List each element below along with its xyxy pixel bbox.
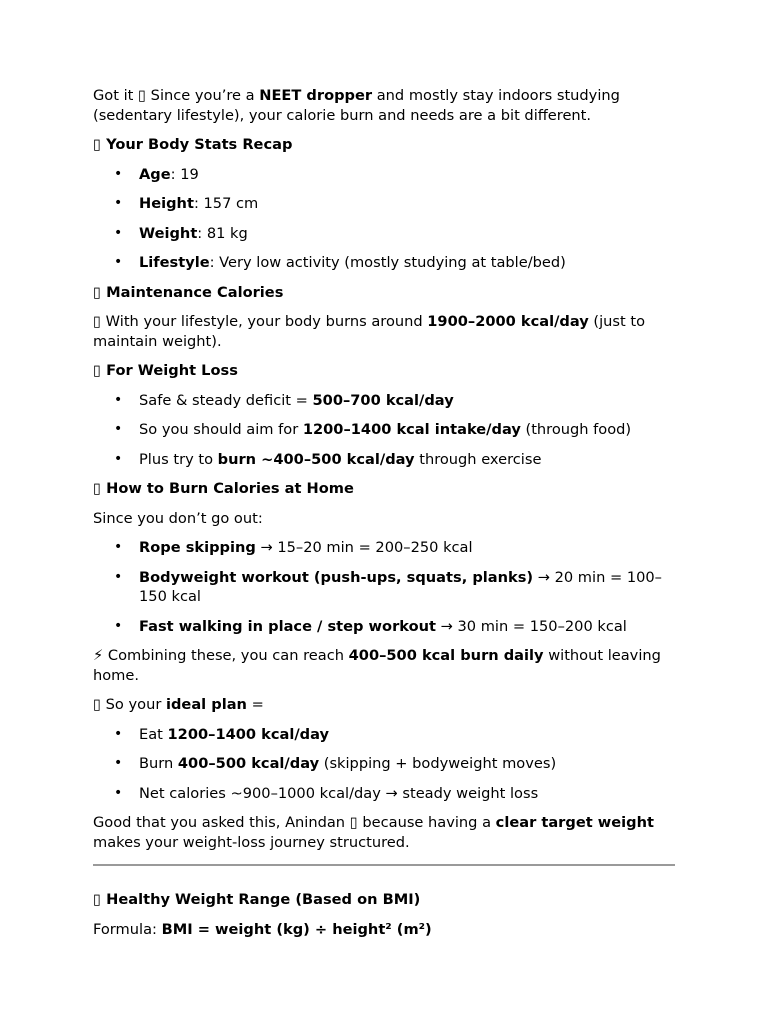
plan-bold: ideal plan <box>165 696 247 713</box>
item-text-pre: Safe & steady deficit = <box>139 391 313 409</box>
list-item <box>93 450 675 470</box>
intro-text-post: and mostly stay indoors studying (sedentary lifestyle), your calorie burn and needs are a bit different. <box>93 87 620 124</box>
list-item <box>93 420 675 440</box>
list-item <box>93 754 675 774</box>
closing-text-pre: Good that you asked this, Anindan <box>93 814 350 831</box>
item-text-pre: Net calories ~900–1000 kcal/day → steady weight loss <box>139 784 539 802</box>
plan-text-post: = <box>246 696 264 713</box>
missing-emoji-icon: ▯ <box>93 283 102 301</box>
home-burn-list <box>93 538 675 636</box>
stat-label: Lifestyle <box>139 254 210 271</box>
plan-list <box>93 725 675 804</box>
document-page <box>93 86 675 939</box>
item-text-pre: So you should aim for <box>139 421 303 438</box>
item-text-pre: Burn <box>139 755 178 772</box>
bullet-icon: • <box>114 165 123 182</box>
plan-paragraph <box>93 695 675 715</box>
closing-bold: clear target weight <box>495 814 654 831</box>
item-bold: 1200–1400 kcal/day <box>167 725 330 743</box>
combining-bold: 400–500 kcal burn daily <box>348 647 544 664</box>
home-burn-heading-text: How to Burn Calories at Home <box>106 480 354 497</box>
item-text-post: → 30 min = 150–200 kcal <box>435 617 627 635</box>
missing-emoji-icon: ▯ <box>93 313 102 330</box>
section-divider <box>93 864 675 866</box>
list-item <box>93 725 675 745</box>
closing-text-mid: because having a <box>357 814 496 831</box>
bullet-icon: • <box>114 421 123 437</box>
bullet-icon: • <box>114 725 123 742</box>
bmi-formula-bold: BMI = weight (kg) ÷ height² (m²) <box>161 920 432 938</box>
missing-emoji-icon: ▯ <box>93 362 102 379</box>
stat-label: Age <box>139 165 171 183</box>
bullet-icon: • <box>114 254 123 270</box>
stat-value: : Very low activity (mostly studying at table/bed) <box>209 254 566 271</box>
item-bold: Rope skipping <box>139 539 256 556</box>
bullet-icon: • <box>114 450 123 467</box>
bullet-icon: • <box>114 224 123 241</box>
item-text-post: through exercise <box>414 450 542 468</box>
plan-text-pre: So your <box>101 696 166 713</box>
item-bold: burn ~400–500 kcal/day <box>217 450 415 468</box>
missing-emoji-icon: ▯ <box>93 891 102 908</box>
missing-emoji-icon: ▯ <box>349 814 358 831</box>
list-item <box>93 194 675 214</box>
list-item <box>93 568 675 607</box>
item-text-pre: Plus try to <box>139 450 218 468</box>
bullet-icon: • <box>114 568 123 585</box>
maintenance-paragraph <box>93 312 675 351</box>
stats-heading <box>93 135 675 155</box>
list-item <box>93 224 675 244</box>
stat-value: : 19 <box>170 165 199 183</box>
combining-text-pre: Combining these, you can reach <box>103 647 349 664</box>
list-item <box>93 784 675 804</box>
item-bold: 400–500 kcal/day <box>177 755 320 772</box>
bmi-heading-text: Healthy Weight Range (Based on BMI) <box>106 891 421 908</box>
bullet-icon: • <box>114 195 123 211</box>
bullet-icon: • <box>114 755 123 771</box>
weight-loss-list <box>93 391 675 470</box>
bullet-icon: • <box>114 784 123 801</box>
maintenance-heading-text: Maintenance Calories <box>106 283 284 301</box>
weight-loss-heading-text: For Weight Loss <box>106 362 238 379</box>
item-bold: Bodyweight workout (push-ups, squats, planks) <box>139 568 534 586</box>
item-text-post: → 15–20 min = 200–250 kcal <box>255 539 473 556</box>
missing-emoji-icon: ▯ <box>138 87 147 104</box>
home-burn-intro: Since you don’t go out: <box>93 509 263 527</box>
item-text-pre: Eat <box>139 725 168 743</box>
bmi-formula <box>93 920 675 940</box>
lightning-icon: ⚡ <box>93 647 104 664</box>
item-bold: 500–700 kcal/day <box>312 391 454 409</box>
combining-text-post: without leaving home. <box>93 647 661 684</box>
stat-value: : 81 kg <box>197 224 248 242</box>
list-item <box>93 253 675 273</box>
intro-text-mid: Since you’re a <box>146 87 260 104</box>
list-item <box>93 538 675 558</box>
bmi-heading <box>93 890 675 910</box>
home-burn-heading <box>93 479 675 499</box>
item-bold: Fast walking in place / step workout <box>139 617 436 635</box>
maintenance-bold: 1900–2000 kcal/day <box>427 313 589 330</box>
weight-loss-heading <box>93 361 675 381</box>
bullet-icon: • <box>114 391 123 408</box>
combining-paragraph <box>93 646 675 685</box>
maintenance-text-post: (just to maintain weight). <box>93 313 646 350</box>
stat-label: Weight <box>139 224 198 242</box>
bmi-formula-label: Formula: <box>93 920 162 938</box>
stats-list <box>93 165 675 273</box>
intro-bold: NEET dropper <box>259 87 373 104</box>
missing-emoji-icon: ▯ <box>93 136 102 153</box>
list-item <box>93 391 675 411</box>
item-bold: 1200–1400 kcal intake/day <box>302 421 521 438</box>
closing-paragraph <box>93 813 675 852</box>
closing-text-post: makes your weight-loss journey structured. <box>93 833 410 851</box>
list-item <box>93 165 675 185</box>
list-item <box>93 617 675 637</box>
maintenance-heading <box>93 283 675 303</box>
item-text-post: → 20 min = 100–150 kcal <box>139 568 662 605</box>
maintenance-text-pre: With your lifestyle, your body burns around <box>101 313 428 330</box>
stats-heading-text: Your Body Stats Recap <box>106 136 293 153</box>
missing-emoji-icon: ▯ <box>93 480 102 497</box>
item-text-post: (skipping + bodyweight moves) <box>319 755 557 772</box>
intro-text-pre: Got it <box>93 87 139 104</box>
stat-label: Height <box>139 195 194 212</box>
item-text-post: (through food) <box>520 421 632 438</box>
stat-value: : 157 cm <box>193 195 259 212</box>
intro-paragraph <box>93 86 675 125</box>
bullet-icon: • <box>114 617 123 634</box>
missing-emoji-icon: ▯ <box>93 696 102 713</box>
bullet-icon: • <box>114 539 123 555</box>
